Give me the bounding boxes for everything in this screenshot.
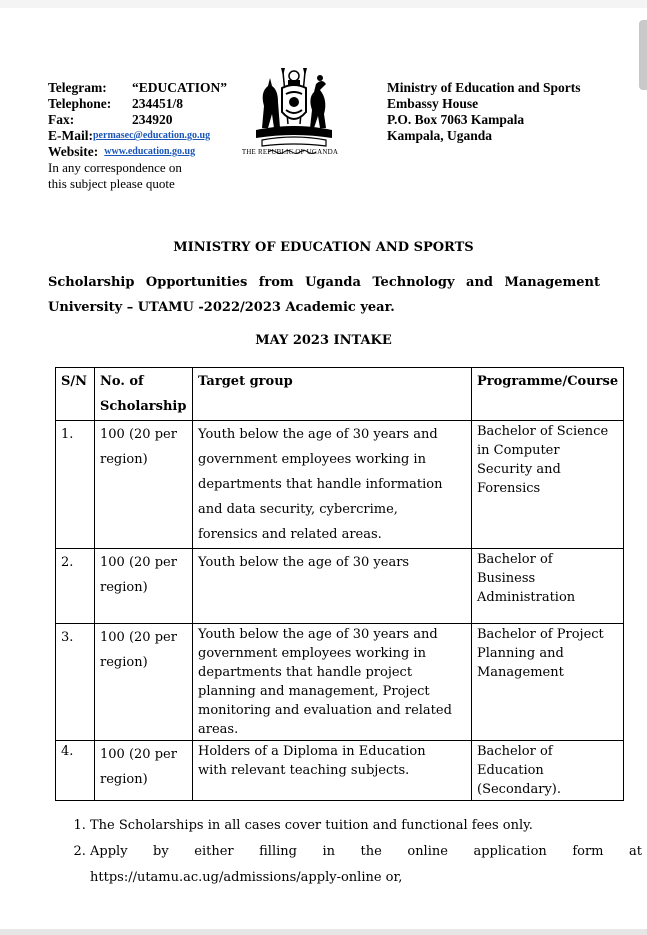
table-row	[56, 549, 624, 624]
fax-label: Fax:	[48, 112, 75, 127]
subtitle-line: University – UTAMU -2022/2023 Academic year.	[48, 300, 395, 315]
address-line: Embassy House	[387, 96, 479, 111]
table-header-row	[56, 368, 624, 421]
cell-line: Education	[477, 763, 544, 778]
cell-sn: 1.	[56, 421, 95, 549]
cell-sn: 2.	[56, 549, 95, 624]
scrollbar-handle[interactable]	[639, 20, 647, 90]
cell-line: Bachelor of	[477, 552, 553, 567]
list-item: 1. The Scholarships in all cases cover tuition and functional fees only.	[90, 813, 642, 839]
table-row	[56, 421, 624, 549]
subtitle-line: Scholarship Opportunities from Uganda Technology and Management	[48, 275, 600, 290]
telegram-value: “EDUCATION”	[132, 80, 228, 95]
cell-line: Bachelor of Project	[477, 627, 604, 642]
correspondence-note-line2: this subject please quote	[48, 176, 175, 191]
document-subtitle	[48, 270, 600, 320]
cell-count	[95, 549, 193, 624]
cell-line: and data security, cybercrime,	[198, 502, 398, 517]
cell-line: Youth below the age of 30 years	[198, 555, 410, 570]
cell-line: in Computer	[477, 443, 560, 458]
cell-line: Planning and	[477, 646, 564, 661]
cell-line: Security and	[477, 462, 561, 477]
cell-programme	[472, 624, 624, 741]
cell-sn: 3.	[56, 624, 95, 741]
cell-line: Bachelor of	[477, 744, 553, 759]
header-no-of-scholarship	[95, 368, 193, 421]
cell-programme	[472, 549, 624, 624]
cell-count	[95, 421, 193, 549]
fax-value: 234920	[132, 112, 173, 127]
header-sn: S/N	[56, 368, 95, 421]
address-line: P.O. Box 7063 Kampala	[387, 112, 525, 127]
page-bottom-edge	[0, 929, 647, 935]
cell-text: region)	[100, 655, 148, 670]
cell-sn: 4.	[56, 741, 95, 801]
cell-line: (Secondary).	[477, 782, 561, 797]
cell-line: Youth below the age of 30 years and	[198, 627, 438, 642]
cell-count	[95, 741, 193, 801]
cell-text: 100 (20 per	[100, 427, 177, 442]
cell-programme	[472, 741, 624, 801]
cell-text: region)	[100, 772, 148, 787]
cell-programme	[472, 421, 624, 549]
website-link[interactable]: www.education.go.ug	[104, 146, 196, 157]
cell-line: departments that handle information	[198, 477, 443, 492]
address-line: Kampala, Uganda	[387, 128, 493, 143]
header-text: Scholarship	[100, 399, 187, 414]
cell-line: areas.	[198, 722, 239, 737]
cell-line: Administration	[477, 590, 576, 605]
cell-text: 100 (20 per	[100, 630, 177, 645]
cell-line: government employees working in	[198, 646, 426, 661]
cell-text: region)	[100, 452, 148, 467]
table-row	[56, 741, 624, 801]
address-line: Ministry of Education and Sports	[387, 80, 581, 95]
cell-line: forensics and related areas.	[198, 527, 382, 542]
document-title: MINISTRY OF EDUCATION AND SPORTS	[173, 240, 474, 255]
cell-line: with relevant teaching subjects.	[198, 763, 410, 778]
intake-heading: MAY 2023 INTAKE	[255, 333, 392, 348]
cell-text: 100 (20 per	[100, 747, 177, 762]
crest-caption: THE REPUBLIC OF UGANDA	[241, 148, 339, 156]
cell-line: government employees working in	[198, 452, 426, 467]
cell-line: planning and management, Project	[198, 684, 430, 699]
list-item: 2. Apply by either filling in the online application form at https://utamu.ac.ug/admissions/apply-online or,	[90, 839, 642, 891]
cell-line: departments that handle project	[198, 665, 413, 680]
table-row	[56, 624, 624, 741]
cell-line: monitoring and evaluation and related	[198, 703, 452, 718]
cell-line: Management	[477, 665, 564, 680]
cell-line: Holders of a Diploma in Education	[198, 744, 426, 759]
cell-line: Bachelor of Science	[477, 424, 609, 439]
telegram-label: Telegram:	[48, 80, 107, 95]
cell-target	[193, 549, 472, 624]
telephone-label: Telephone:	[48, 96, 112, 111]
telephone-value: 234451/8	[132, 96, 184, 111]
correspondence-note-line1: In any correspondence on	[48, 160, 182, 175]
cell-text: region)	[100, 580, 148, 595]
cell-line: Youth below the age of 30 years and	[198, 427, 438, 442]
notes-list	[48, 813, 642, 891]
cell-target	[193, 421, 472, 549]
header-programme: Programme/Course	[472, 368, 624, 421]
cell-text: 100 (20 per	[100, 555, 177, 570]
cell-count	[95, 624, 193, 741]
cell-target	[193, 624, 472, 741]
letterhead-address	[387, 80, 581, 144]
cell-target	[193, 741, 472, 801]
header-target-group: Target group	[193, 368, 472, 421]
scholarship-table	[55, 367, 624, 801]
header-text: No. of	[100, 374, 144, 389]
page-top-edge	[0, 0, 647, 8]
letterhead-contacts	[48, 80, 227, 192]
email-label: E-Mail:	[48, 128, 93, 143]
cell-line: Forensics	[477, 481, 541, 496]
website-label: Website:	[48, 144, 99, 159]
email-link[interactable]: permasec@education.go.ug	[93, 130, 211, 141]
cell-line: Business	[477, 571, 536, 586]
